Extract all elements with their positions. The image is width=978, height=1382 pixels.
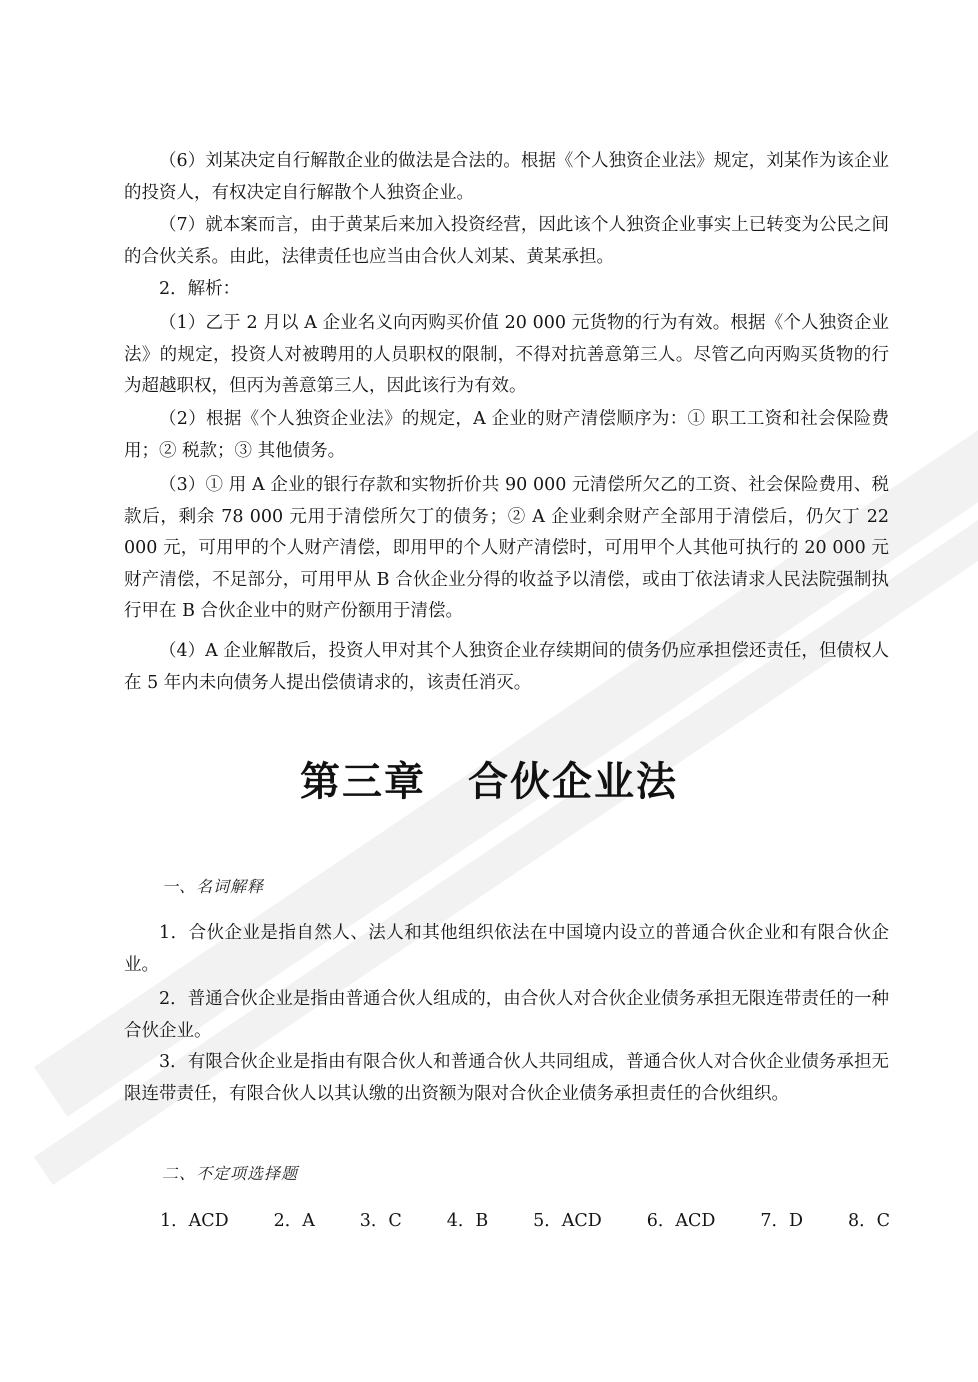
analysis-4: （4）A 企业解散后，投资人甲对其个人独资企业存续期间的债务仍应承担偿还责任，但债权人在 5 年内未向债务人提出偿债请求的，该责任消灭。: [124, 641, 889, 693]
paragraph-6: （6）刘某决定自行解散企业的做法是合法的。根据《个人独资企业法》规定，刘某作为该企业的投资人，有权决定自行解散个人独资企业。: [124, 151, 889, 203]
answer-item: 7．D: [760, 1211, 804, 1231]
answer-item: 3．C: [359, 1211, 402, 1231]
answer-item: 6．ACD: [646, 1211, 716, 1231]
analysis-heading: 2．解析：: [159, 279, 241, 299]
chapter-title: 第三章 合伙企业法: [300, 759, 678, 805]
answer-item: 8．C: [847, 1211, 890, 1231]
analysis-1: （1）乙于 2 月以 A 企业名义向丙购买价值 20 000 元货物的行为有效。根据《个人独资企业法》的规定，投资人对被聘用的人员职权的限制，不得对抗善意第三人。尽管乙向丙购买货物的行为超越职权，但丙为善意第三人，因此该行为有效。: [124, 313, 889, 396]
definitions-heading: 一、名词解释: [162, 877, 265, 896]
analysis-3: （3）① 用 A 企业的银行存款和实物折价共 90 000 元清偿所欠乙的工资、社会保险费用、税款后，剩余 78 000 元用于清偿所欠丁的债务；② A 企业剩余财产全部用于清偿后，仍欠丁 22 000 元，可用甲的个人财产清偿，即用甲的个人财产清偿时，可用甲个人其他可执行的 20 000 元财产清偿，不足部分，可用甲从 B 合伙企业分得的收益予以清偿，或由丁依法请求人民法院强制执行甲在 B 合伙企业中的财产份额用于清偿。: [124, 475, 889, 621]
definition-1: 1．合伙企业是指自然人、法人和其他组织依法在中国境内设立的普通合伙企业和有限合伙企业。: [124, 923, 889, 975]
paragraph-7: （7）就本案而言，由于黄某后来加入投资经营，因此该个人独资企业事实上已转变为公民之间的合伙关系。由此，法律责任也应当由合伙人刘某、黄某承担。: [124, 215, 889, 267]
definition-3: 3．有限合伙企业是指由有限合伙人和普通合伙人共同组成，普通合伙人对合伙企业债务承担无限连带责任，有限合伙人以其认缴的出资额为限对合伙企业债务承担责任的合伙组织。: [124, 1052, 889, 1104]
answer-item: 1．ACD: [160, 1211, 229, 1231]
answer-item: 2．A: [273, 1211, 315, 1231]
choices-heading: 二、不定项选择题: [162, 1164, 299, 1183]
analysis-2: （2）根据《个人独资企业法》的规定，A 企业的财产清偿顺序为：① 职工工资和社会保险费用；② 税款；③ 其他债务。: [124, 409, 889, 461]
definition-2: 2．普通合伙企业是指由普通合伙人组成的，由合伙人对合伙企业债务承担无限连带责任的一种合伙企业。: [124, 989, 889, 1041]
answer-item: 5．ACD: [533, 1211, 602, 1231]
answer-item: 4．B: [446, 1211, 489, 1231]
answer-list: [160, 1206, 890, 1237]
